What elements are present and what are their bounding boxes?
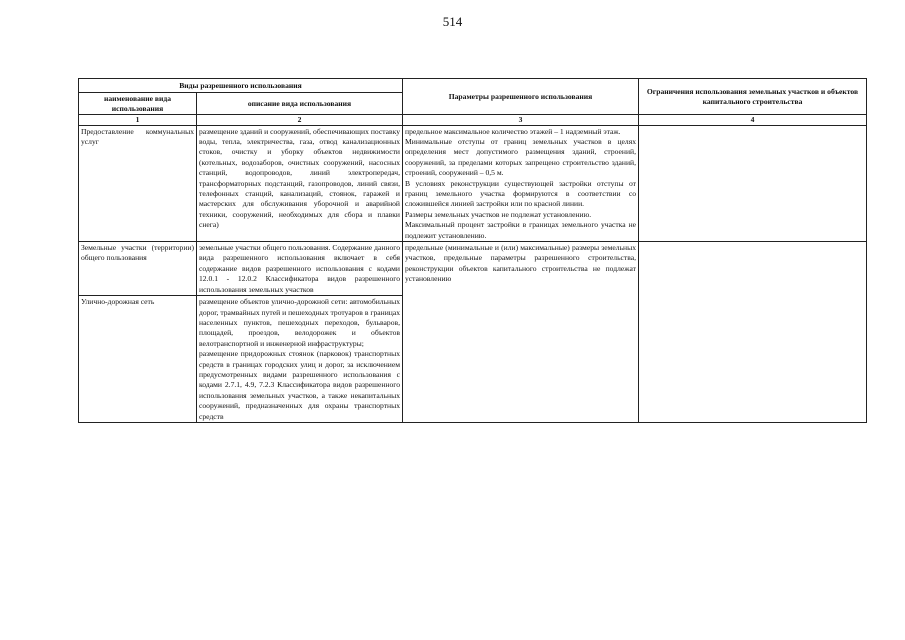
- use-description-cell: размещение зданий и сооружений, обеспечивающих поставку воды, тепла, электричества, газа, отвод канализационных стоков, очистку и уборку объектов недвижимости (котельных, водозаборов, очистных сооружений, насосных станций, водопроводов, линий электропередач, трансформаторных подстанций, газопроводов, линий связи, телефонных станций, канализаций, стоянок, гаражей и мастерских для обслуживания уборочной и аварийной техники, сооружений, необходимых для сбора и плавки снега): [197, 125, 403, 241]
- restrictions-cell: [639, 125, 867, 241]
- table-row: [79, 125, 867, 241]
- parameter-line: предельные (минимальные и (или) максимальные) размеры земельных участков, предельные параметры разрешенного строительства, реконструкции объектов капитального строительства не подлежат установлению: [405, 243, 636, 284]
- header-parameters: Параметры разрешенного использования: [403, 79, 639, 115]
- parameters-cell: [403, 125, 639, 241]
- column-number: 3: [403, 115, 639, 126]
- column-number: 2: [197, 115, 403, 126]
- description-line: размещение придорожных стоянок (парковок) транспортных средств в границах городских улиц и дорог, за исключением предусмотренных видами разрешенного использования с кодами 2.7.1, 4.9, 7.2.3 Классификатора видов разрешенного использования земельных участков, а также некапитальных сооружений, предназначенных для охраны транспортных средств: [199, 349, 400, 421]
- use-name-cell: Земельные участки (территории) общего пользования: [79, 242, 197, 296]
- use-name-cell: Предоставление коммунальных услуг: [79, 125, 197, 241]
- use-description-cell: земельные участки общего пользования. Содержание данного вида разрешенного использования включает в себя содержание видов разрешенного использования с кодами 12.0.1 - 12.0.2 Классификатора видов разрешенного использования земельных участков: [197, 242, 403, 296]
- header-use-description: описание вида использования: [197, 93, 403, 115]
- parameter-line: Минимальные отступы от границ земельных участков в целях определения мест допустимого размещения зданий, строений, сооружений, за пределами которых запрещено строительство зданий, строений, сооружений – 0,5 м.: [405, 137, 636, 178]
- restrictions-cell: [639, 242, 867, 423]
- column-number: 1: [79, 115, 197, 126]
- use-name-cell: Улично-дорожная сеть: [79, 296, 197, 423]
- table-row: [79, 242, 867, 296]
- land-use-table: [78, 78, 867, 423]
- header-row-group: [79, 79, 867, 93]
- column-number-row: [79, 115, 867, 126]
- page-number: 514: [442, 14, 463, 29]
- parameters-cell: [403, 242, 639, 423]
- header-permitted-use-kinds: Виды разрешенного использования: [79, 79, 403, 93]
- description-line: размещение объектов улично-дорожной сети: автомобильных дорог, трамвайных путей и пешеходных тротуаров в границах населенных пунктов, пешеходных переходов, бульваров, площадей, проездов, велодорожек и объектов велотранспортной и инженерной инфраструктуры;: [199, 297, 400, 348]
- parameter-line: предельное максимальное количество этажей – 1 надземный этаж.: [405, 126, 621, 136]
- column-number: 4: [639, 115, 867, 126]
- parameter-line: В условиях реконструкции существующей застройки отступы от границ земельного участка формируются в соответствии со сложившейся линией застройки или по красной линии.: [405, 178, 636, 209]
- use-description-cell: [197, 296, 403, 423]
- header-use-name: наименование вида использования: [79, 93, 197, 115]
- parameter-line: Размеры земельных участков не подлежат установлению.: [405, 209, 592, 219]
- parameter-line: Максимальный процент застройки в границах земельного участка не подлежит установлению.: [405, 220, 636, 240]
- header-restrictions: Ограничения использования земельных участков и объектов капитального строительства: [639, 79, 867, 115]
